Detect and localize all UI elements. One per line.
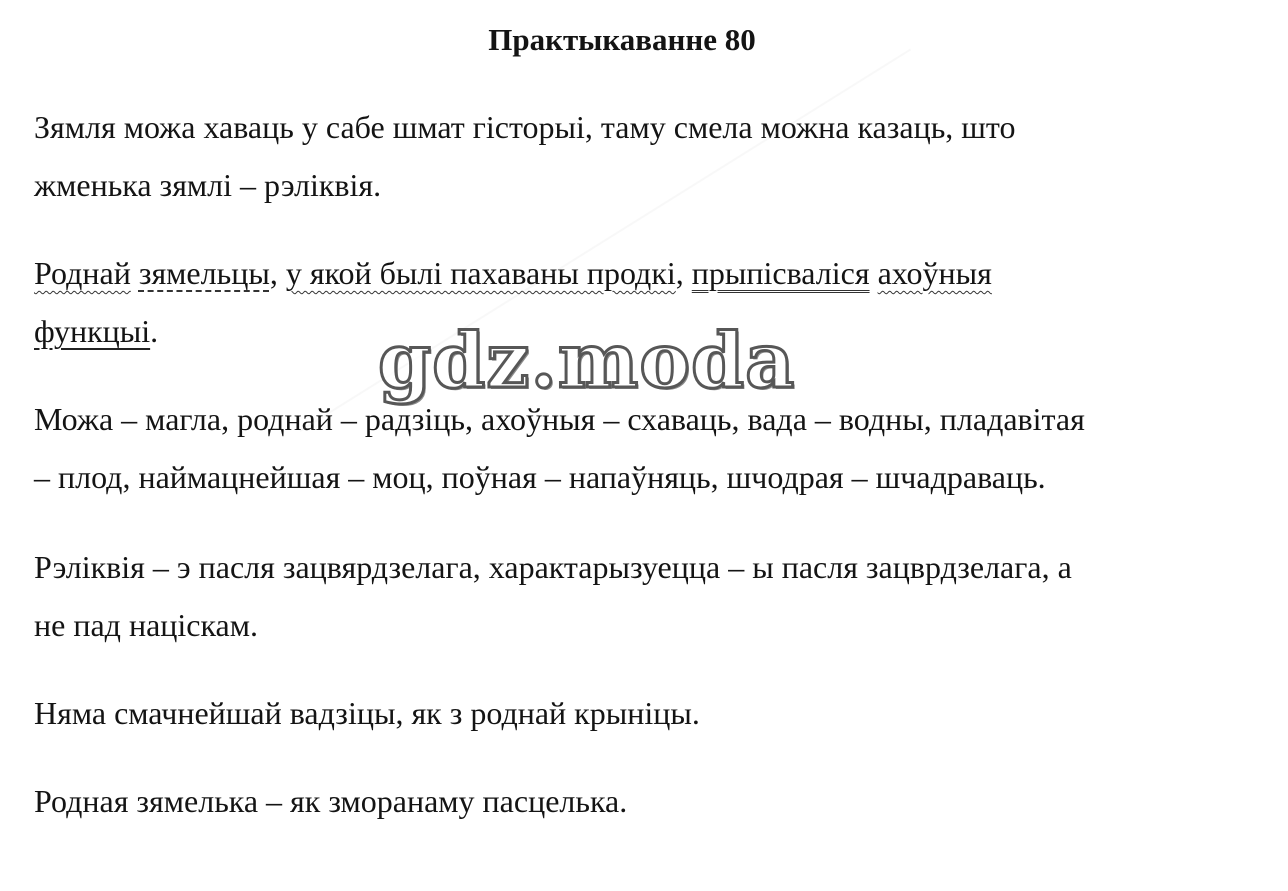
parsed-word-subject: функцыі <box>34 313 151 349</box>
paragraph-5 <box>34 684 1234 742</box>
paragraph-6-line-1: Родная зямелька – як зморанаму пасцелька. <box>34 783 628 819</box>
parsed-word-predicate: прыпісваліся <box>691 255 870 291</box>
paragraph-1 <box>34 98 1234 214</box>
parsed-clause-definition: у якой былі пахаваны продкі <box>285 255 676 291</box>
exercise-title: Практыкаванне 80 <box>488 22 756 57</box>
paragraph-4-line-2: не пад націскам. <box>34 607 258 643</box>
paragraph-3-line-2: – плод, наймацнейшая – моц, поўная – напаўняць, шчодрая – шчадраваць. <box>34 459 1046 495</box>
paragraph-3 <box>34 390 1234 506</box>
punctuation: , <box>675 255 692 291</box>
paragraph-2-line-2 <box>34 302 1234 360</box>
spacer <box>131 255 139 291</box>
paragraph-1-line-1: Зямля можа хаваць у сабе шмат гісторыі, таму смела можна казаць, што <box>34 109 1016 145</box>
punctuation: . <box>150 313 159 349</box>
paragraph-6 <box>34 772 1234 830</box>
paragraph-3-line-1: Можа – магла, роднай – радзіць, ахоўныя – схаваць, вада – водны, пладавітая <box>34 401 1085 437</box>
paragraph-2-line-1 <box>34 244 1234 302</box>
punctuation: , <box>269 255 286 291</box>
watermark-logo: gdz.moda <box>378 316 796 405</box>
parsed-word-definition-2: ахоўныя <box>877 255 992 291</box>
spacer <box>870 255 878 291</box>
paragraph-5-line-1: Няма смачнейшай вадзіцы, як з роднай крыніцы. <box>34 695 700 731</box>
parsed-word-definition: Роднай <box>34 255 131 291</box>
paragraph-1-line-2: жменька зямлі – рэліквія. <box>34 167 382 203</box>
paragraph-4-line-1: Рэліквія – э пасля зацвярдзелага, характарызуецца – ы пасля зацврдзелага, а <box>34 549 1072 585</box>
parsed-word-object: зямельцы <box>138 255 270 291</box>
paragraph-4 <box>34 538 1234 654</box>
paragraph-2-parsed-sentence <box>34 244 1234 360</box>
